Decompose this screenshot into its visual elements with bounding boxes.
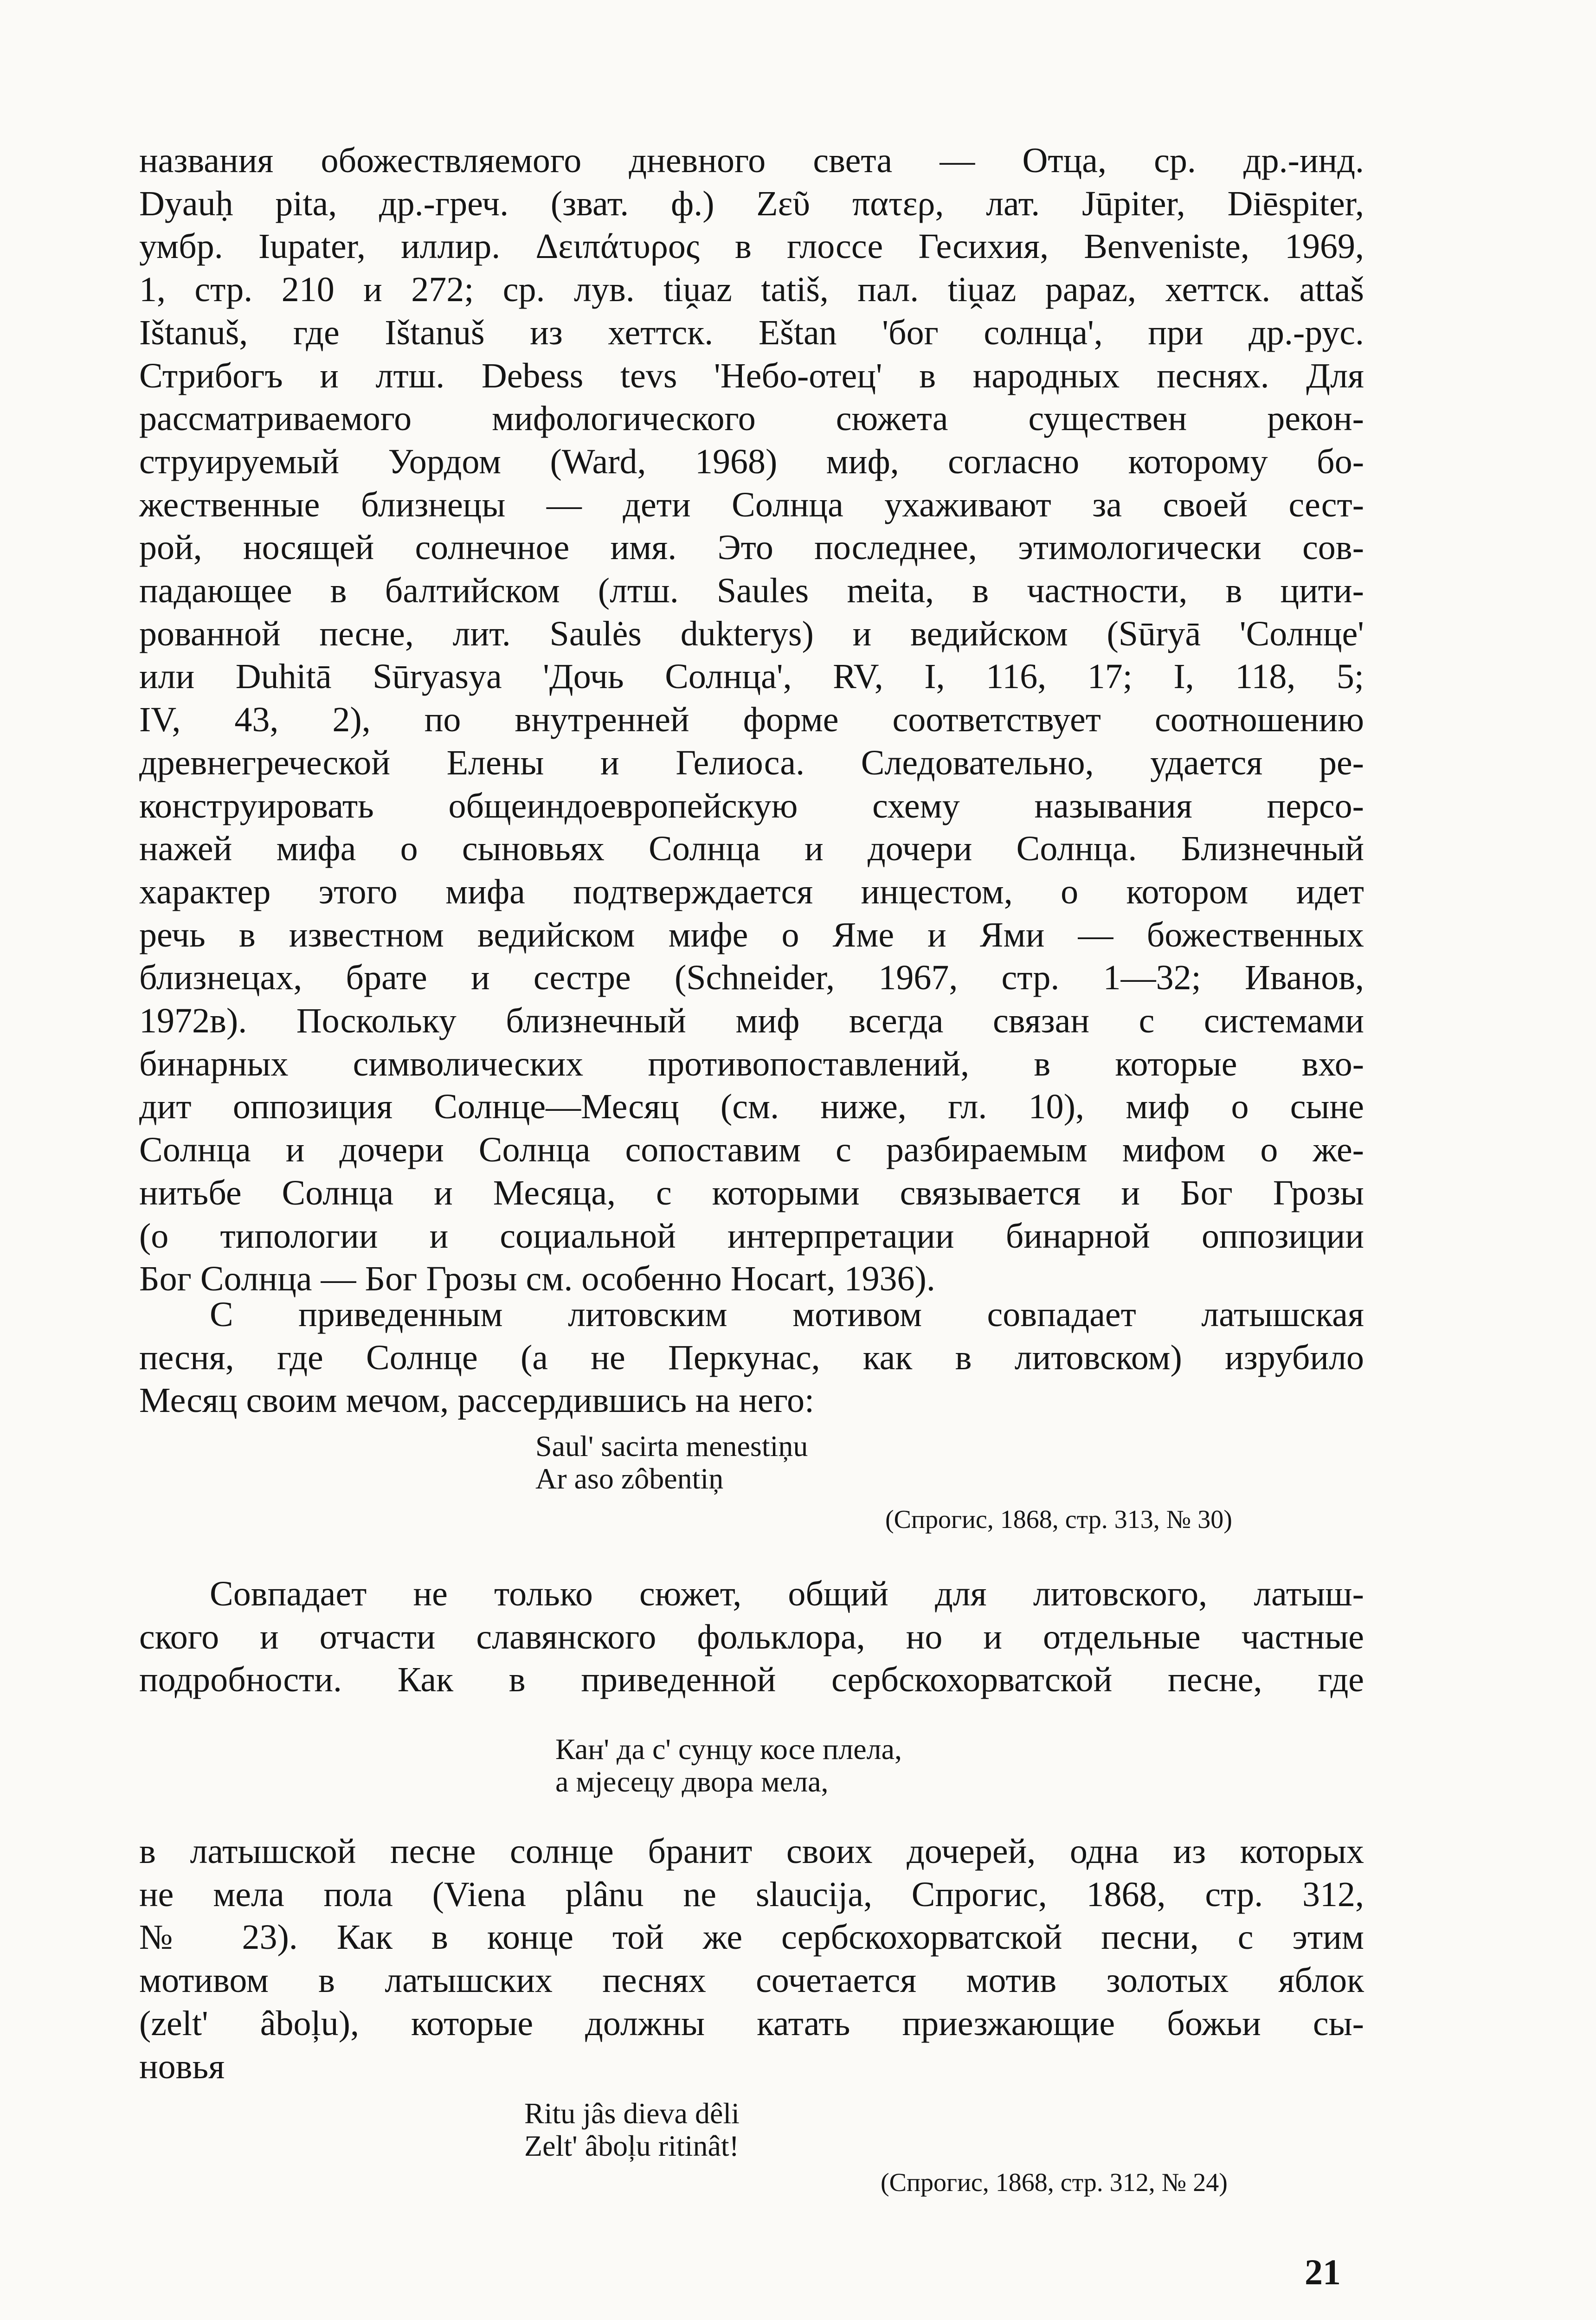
text-line: умбр. Iupater, иллир. Δειπάτυρος в глоссе Гесихия, Benveniste, 1969, [139, 227, 1364, 266]
text-line: рассматриваемого мифологического сюжета существен рекон- [139, 399, 1364, 438]
text-line: Совпадает не только сюжет, общий для литовского, латыш- [210, 1574, 1364, 1613]
text-line: в латышской песне солнце бранит своих дочерей, одна из которых [139, 1832, 1364, 1871]
text-line: IV, 43, 2), по внутренней форме соответствует соотношению [139, 700, 1364, 740]
citation-1: (Спрогис, 1868, стр. 313, № 30) [885, 1505, 1232, 1534]
text-line: струируемый Уордом (Ward, 1968) миф, согласно которому бо- [139, 442, 1364, 481]
verse-quote-2 [555, 1733, 902, 1798]
verse-line: Ar aso zôbentiņ [535, 1462, 724, 1495]
text-line: Dyauḥ pita, др.-греч. (зват. ф.) Ζεῦ πατερ, лат. Jūpiter, Diēspiter, [139, 184, 1364, 223]
text-line: Ištanuš, где Ištanuš из хеттск. Eštan 'бог солнца', при др.-рус. [139, 313, 1364, 352]
verse-line: Saul' sacirta menestiņu [535, 1430, 808, 1463]
text-line: близнецах, брате и сестре (Schneider, 1967, стр. 1—32; Иванов, [139, 958, 1364, 998]
paragraph-4 [139, 1830, 1364, 2088]
verse-line: Zelt' âboļu ritinât! [524, 2129, 739, 2162]
text-line: жественные близнецы — дети Солнца ухаживают за своей сест- [139, 485, 1364, 524]
text-line: конструировать общеиндоевропейскую схему называния персо- [139, 786, 1364, 825]
text-line: Месяц своим мечом, рассердившись на него: [139, 1381, 815, 1420]
verse-quote-1 [535, 1430, 808, 1495]
text-line: (zelt' âboļu), которые должны катать приезжающие божьи сы- [139, 2004, 1364, 2043]
text-line: речь в известном ведийском мифе о Яме и Ями — божественных [139, 915, 1364, 954]
verse-line: Кан' да с' сунцу косе плела, [555, 1733, 902, 1766]
text-line: названия обожествляемого дневного света — Отца, ср. др.-инд. [139, 141, 1364, 180]
citation-2: (Спрогис, 1868, стр. 312, № 24) [881, 2168, 1228, 2197]
text-line: подробности. Как в приведенной сербскохорватской песне, где [139, 1660, 1364, 1700]
text-line: древнегреческой Елены и Гелиоса. Следовательно, удается ре- [139, 743, 1364, 782]
text-line: падающее в балтийском (лтш. Saules meita, в частности, в цити- [139, 571, 1364, 611]
text-line: бинарных символических противопоставлений, в которые вхо- [139, 1044, 1364, 1083]
text-line: рой, носящей солнечное имя. Это последнее, этимологически сов- [139, 528, 1364, 567]
text-line: ского и отчасти славянского фольклора, но и отдельные частные [139, 1617, 1364, 1656]
text-line: или Duhitā Sūryasya 'Дочь Солнца', RV, I, 116, 17; I, 118, 5; [139, 657, 1364, 696]
text-line: Бог Солнца — Бог Грозы см. особенно Hocart, 1936). [139, 1259, 935, 1299]
text-line: дит оппозиция Солнце—Месяц (см. ниже, гл. 10), миф о сыне [139, 1087, 1364, 1127]
verse-quote-3 [524, 2097, 740, 2162]
text-line: Солнца и дочери Солнца сопоставим с разбираемым мифом о же- [139, 1130, 1364, 1170]
text-line: нажей мифа о сыновьях Солнца и дочери Солнца. Близнечный [139, 829, 1364, 869]
text-line: не мела пола (Viena plânu ne slaucija, Спрогис, 1868, стр. 312, [139, 1875, 1364, 1914]
text-line: 1, стр. 210 и 272; ср. лув. tiṷaz tatiš, пал. tiṷaz papaz, хеттск. attaš [139, 270, 1364, 309]
text-line: № 23). Как в конце той же сербскохорватской песни, с этим [139, 1918, 1364, 1957]
verse-line: а мјесецу двора мела, [555, 1765, 829, 1798]
text-line: 1972в). Поскольку близнечный миф всегда связан с системами [139, 1001, 1364, 1041]
text-line: песня, где Солнце (а не Перкунас, как в литовском) изрубило [139, 1338, 1364, 1377]
text-line: характер этого мифа подтверждается инцестом, о котором идет [139, 872, 1364, 911]
text-line: новья [139, 2047, 225, 2086]
page-number: 21 [1305, 2252, 1341, 2292]
paragraph-2 [139, 1293, 1364, 1422]
text-line: нитьбе Солнца и Месяца, с которыми связывается и Бог Грозы [139, 1173, 1364, 1212]
text-line: (о типологии и социальной интерпретации бинарной оппозиции [139, 1216, 1364, 1256]
text-line: Стрибогъ и лтш. Debess tevs 'Небо-отец' в народных песнях. Для [139, 356, 1364, 395]
paragraph-3 [139, 1572, 1364, 1701]
text-line: мотивом в латышских песнях сочетается мотив золотых яблок [139, 1961, 1364, 2000]
verse-line: Ritu jâs dieva dêli [524, 2097, 740, 2130]
paragraph-1 [139, 139, 1364, 1301]
text-line: рованной песне, лит. Saulės dukterys) и ведийском (Sūryā 'Солнце' [139, 614, 1364, 653]
text-line: С приведенным литовским мотивом совпадает латышская [210, 1295, 1364, 1334]
